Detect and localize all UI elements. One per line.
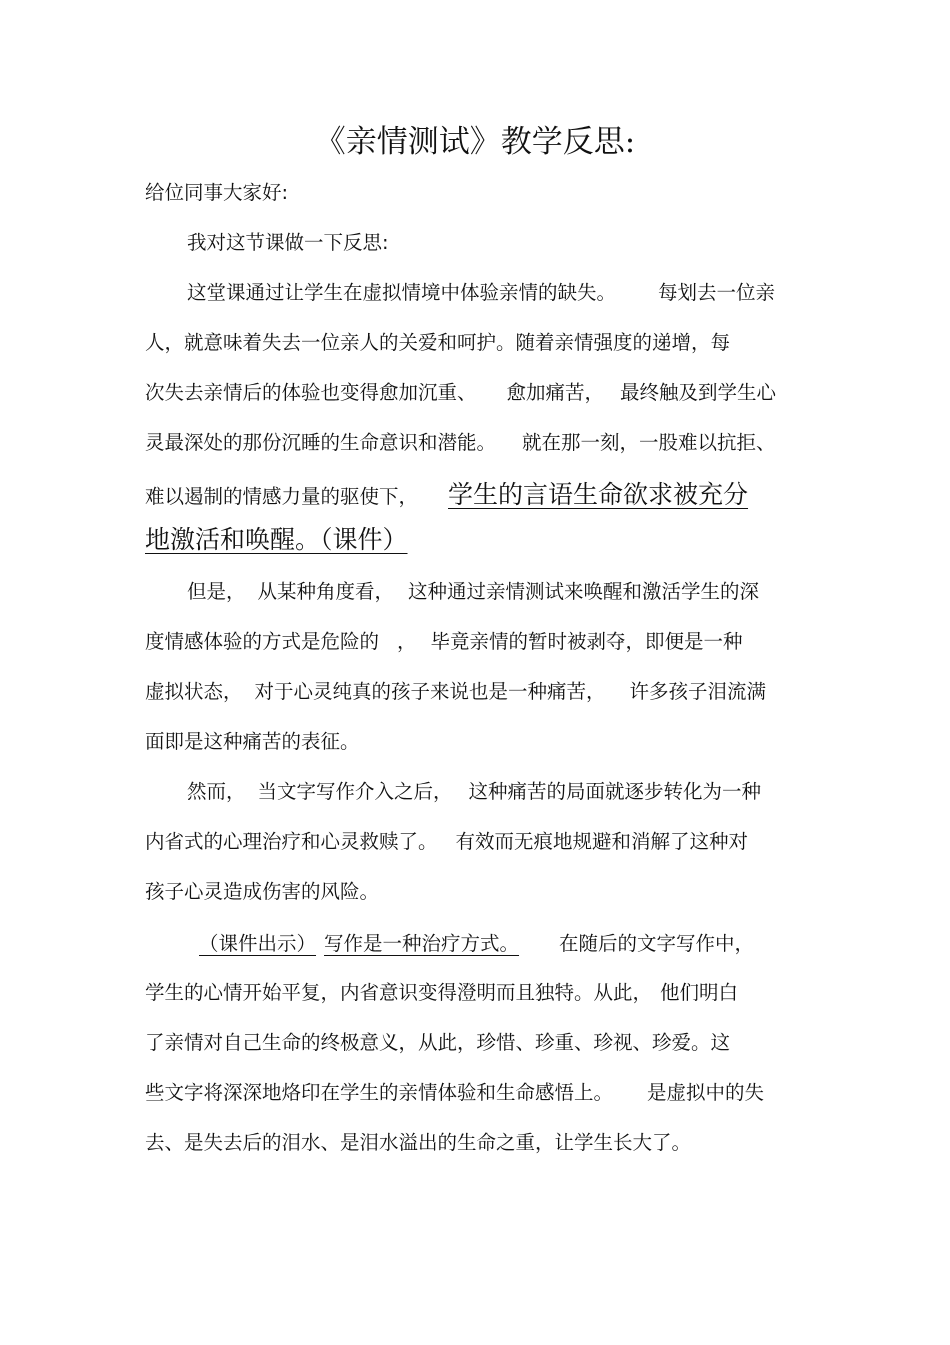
text-segment: 有效而无痕地规避和消解了这种对 xyxy=(455,830,749,853)
text-segment: 就在那一刻，一股难以抗拒、 xyxy=(522,431,776,454)
paragraph-1-line-2: 人，就意味着失去一位亲人的关爱和呵护。随着亲情强度的递增，每 xyxy=(145,331,731,354)
text-segment: 度情感体验的方式是危险的 xyxy=(145,630,380,653)
text-segment: 但是， xyxy=(187,580,246,603)
text-segment: 灵最深处的那份沉睡的生命意识和潜能。 xyxy=(145,431,497,454)
text-segment: 是虚拟中的失 xyxy=(647,1081,765,1104)
text-segment: 愈加痛苦， xyxy=(506,381,605,404)
highlighted-text: 学生的言语生命欲求被充分 xyxy=(448,480,749,509)
text-segment: 最终触及到学生心 xyxy=(620,381,777,404)
text-segment: 这种痛苦的局面就逐步转化为一种 xyxy=(468,780,762,803)
paragraph-1-line-4 xyxy=(145,428,776,458)
greeting-line: 给位同事大家好: xyxy=(145,181,289,204)
text-segment: ， xyxy=(397,630,417,653)
intro-line: 我对这节课做一下反思: xyxy=(187,231,389,254)
text-segment: 些文字将深深地烙印在学生的亲情体验和生命感悟上。 xyxy=(145,1081,614,1104)
paragraph-2-line-3 xyxy=(145,677,766,707)
text-segment: 当文字写作介入之后， xyxy=(257,780,453,803)
text-segment: 他们明白 xyxy=(660,981,739,1004)
text-segment: 虚拟状态， xyxy=(145,680,243,703)
paragraph-1-line-3 xyxy=(145,378,776,408)
paragraph-4-line-3: 了亲情对自己生命的终极意义，从此，珍惜、珍重、珍视、珍爱。这 xyxy=(145,1031,731,1054)
page-title: 《亲情测试》教学反思: xyxy=(314,124,636,160)
paragraph-3-line-1 xyxy=(187,777,761,807)
text-segment: 次失去亲情后的体验也变得愈加沉重、 xyxy=(145,381,477,404)
paragraph-4-line-5: 去、是失去后的泪水、是泪水溢出的生命之重，让学生长大了。 xyxy=(145,1131,692,1154)
text-segment: 然而， xyxy=(187,780,246,803)
text-segment: 每划去一位亲 xyxy=(658,281,776,304)
text-segment: 毕竟亲情的暂时被剥夺，即便是一种 xyxy=(430,630,743,653)
text-segment: 学生的心情开始平复，内省意识变得澄明而且独特。从此， xyxy=(145,981,653,1004)
text-segment: 对于心灵纯真的孩子来说也是一种痛苦， xyxy=(254,680,606,703)
text-segment: 这堂课通过让学生在虚拟情境中体验亲情的缺失。 xyxy=(187,281,617,304)
underlined-text xyxy=(145,932,559,955)
text-segment: 难以遏制的情感力量的驱使下， xyxy=(145,485,419,508)
paragraph-1-line-1 xyxy=(187,278,775,308)
text-segment: 内省式的心理治疗和心灵救赎了。 xyxy=(145,830,438,853)
paragraph-4-line-2 xyxy=(145,978,738,1008)
paragraph-3-line-3: 孩子心灵造成伤害的风险。 xyxy=(145,880,380,903)
text-segment: （课件出示） xyxy=(199,932,317,955)
text-segment: 许多孩子泪流满 xyxy=(629,680,767,703)
text-segment: 在随后的文字写作中， xyxy=(559,932,755,955)
paragraph-4-line-1 xyxy=(145,929,754,959)
paragraph-2-line-4: 面即是这种痛苦的表征。 xyxy=(145,730,360,753)
paragraph-4-line-4 xyxy=(145,1078,764,1108)
paragraph-3-line-2 xyxy=(145,827,748,857)
paragraph-2-line-2 xyxy=(145,627,743,657)
text-segment: 从某种角度看， xyxy=(257,580,395,603)
paragraph-2-line-1 xyxy=(187,577,759,607)
paragraph-1-line-5 xyxy=(145,478,748,512)
text-segment: 这种通过亲情测试来唤醒和激活学生的深 xyxy=(408,580,760,603)
text-segment: 写作是一种治疗方式。 xyxy=(324,932,520,955)
paragraph-1-line-6-highlighted: 地激活和唤醒。（课件） xyxy=(145,525,408,554)
